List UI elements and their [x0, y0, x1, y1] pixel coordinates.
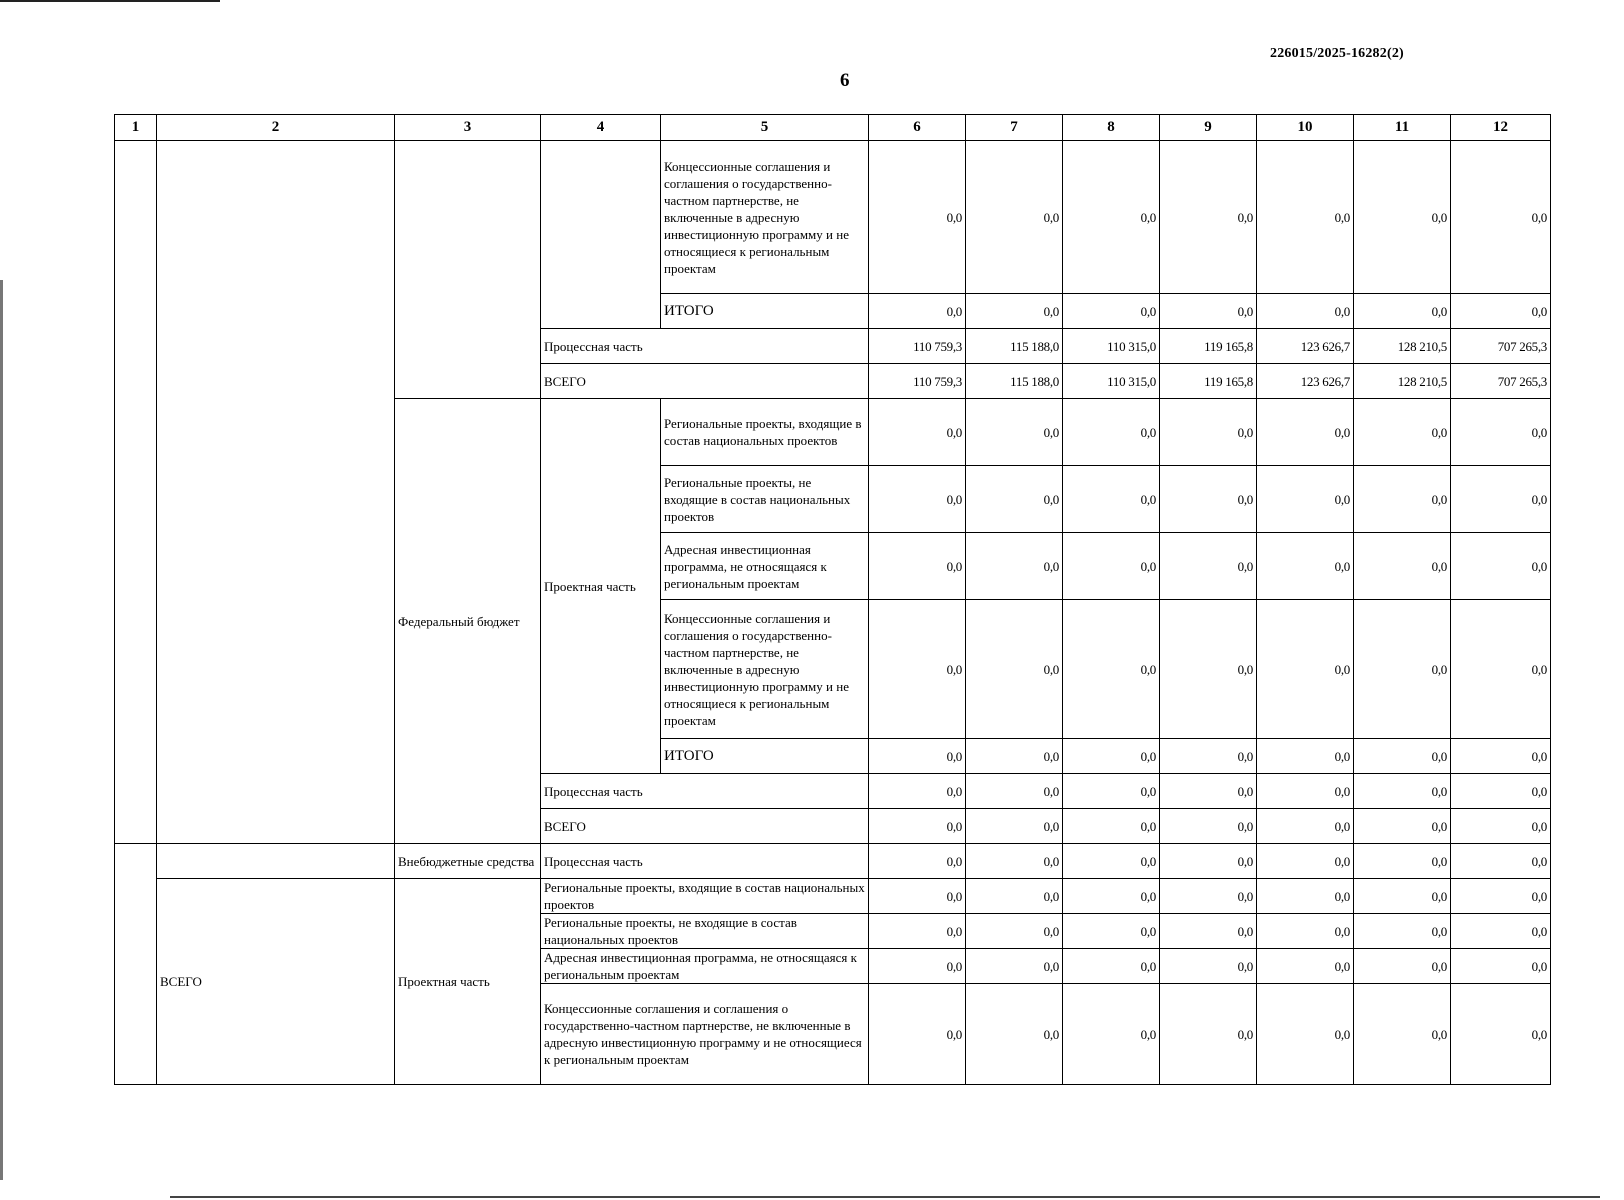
value-cell: 0,0 — [1063, 774, 1160, 809]
value-cell: 0,0 — [1160, 949, 1257, 984]
col3-cell — [395, 141, 541, 399]
col1-cell — [115, 844, 157, 1085]
value-cell: 110 759,3 — [869, 329, 966, 364]
value-cell: 0,0 — [966, 294, 1063, 329]
row-label: Региональные проекты, входящие в состав национальных проектов — [541, 879, 869, 914]
value-cell: 0,0 — [869, 879, 966, 914]
value-cell: 0,0 — [1354, 141, 1451, 294]
total-project-part-label: Проектная часть — [395, 879, 541, 1085]
value-cell: 0,0 — [869, 141, 966, 294]
row-label: ИТОГО — [661, 739, 869, 774]
value-cell: 0,0 — [1354, 600, 1451, 739]
value-cell: 0,0 — [1257, 984, 1354, 1085]
col1-cell — [115, 141, 157, 844]
row-label: Концессионные соглашения и соглашения о государственно-частном партнерстве, не включенные в адресную инвестиционную программу и не относящиеся к региональным проектам — [661, 600, 869, 739]
row-label: Региональные проекты, не входящие в состав национальных проектов — [541, 914, 869, 949]
value-cell: 0,0 — [1257, 141, 1354, 294]
col2-cell — [157, 141, 395, 844]
page-number: 6 — [840, 70, 850, 91]
source-federal-budget: Федеральный бюджет — [395, 399, 541, 844]
value-cell: 0,0 — [1063, 294, 1160, 329]
row-label: Концессионные соглашения и соглашения о государственно-частном партнерстве, не включенные в адресную инвестиционную программу и не относящиеся к региональным проектам — [661, 141, 869, 294]
value-cell: 0,0 — [1451, 466, 1551, 533]
value-cell: 0,0 — [1063, 914, 1160, 949]
value-cell: 0,0 — [1063, 466, 1160, 533]
value-cell: 0,0 — [1063, 809, 1160, 844]
value-cell: 0,0 — [966, 600, 1063, 739]
value-cell: 0,0 — [1257, 294, 1354, 329]
value-cell: 119 165,8 — [1160, 329, 1257, 364]
value-cell: 0,0 — [1354, 294, 1451, 329]
table-row — [115, 844, 1551, 879]
value-cell: 0,0 — [1160, 294, 1257, 329]
value-cell: 0,0 — [1354, 774, 1451, 809]
value-cell: 0,0 — [966, 141, 1063, 294]
value-cell: 0,0 — [1063, 844, 1160, 879]
value-cell: 0,0 — [1257, 466, 1354, 533]
value-cell: 0,0 — [1257, 949, 1354, 984]
value-cell: 0,0 — [966, 739, 1063, 774]
value-cell: 0,0 — [869, 600, 966, 739]
column-number-row — [115, 115, 1551, 141]
value-cell: 119 165,8 — [1160, 364, 1257, 399]
row-label: Процессная часть — [541, 844, 869, 879]
value-cell: 0,0 — [1257, 844, 1354, 879]
column-header: 1 — [115, 115, 157, 141]
col2-cell — [157, 844, 395, 879]
value-cell: 0,0 — [1063, 399, 1160, 466]
scan-edge — [0, 0, 220, 2]
value-cell: 0,0 — [869, 739, 966, 774]
value-cell: 110 759,3 — [869, 364, 966, 399]
value-cell: 0,0 — [966, 844, 1063, 879]
value-cell: 0,0 — [1063, 984, 1160, 1085]
value-cell: 0,0 — [1257, 600, 1354, 739]
value-cell: 0,0 — [1354, 399, 1451, 466]
value-cell: 0,0 — [869, 533, 966, 600]
column-header: 2 — [157, 115, 395, 141]
value-cell: 0,0 — [1354, 844, 1451, 879]
column-header: 9 — [1160, 115, 1257, 141]
value-cell: 0,0 — [1354, 466, 1451, 533]
row-label: Адресная инвестиционная программа, не относящаяся к региональным проектам — [541, 949, 869, 984]
value-cell: 0,0 — [1354, 739, 1451, 774]
project-part-label: Проектная часть — [541, 399, 661, 774]
value-cell: 0,0 — [966, 466, 1063, 533]
table-row — [115, 141, 1551, 294]
value-cell: 0,0 — [869, 809, 966, 844]
value-cell: 0,0 — [1354, 809, 1451, 844]
value-cell: 0,0 — [1160, 879, 1257, 914]
column-header: 8 — [1063, 115, 1160, 141]
value-cell: 0,0 — [1354, 533, 1451, 600]
value-cell: 0,0 — [1451, 879, 1551, 914]
table-row — [115, 879, 1551, 914]
row-label: Адресная инвестиционная программа, не относящаяся к региональным проектам — [661, 533, 869, 600]
value-cell: 0,0 — [1063, 879, 1160, 914]
value-cell: 0,0 — [1160, 774, 1257, 809]
column-header: 6 — [869, 115, 966, 141]
value-cell: 0,0 — [1160, 600, 1257, 739]
value-cell: 0,0 — [1257, 809, 1354, 844]
value-cell: 0,0 — [1257, 879, 1354, 914]
value-cell: 0,0 — [1160, 984, 1257, 1085]
value-cell: 0,0 — [1160, 466, 1257, 533]
value-cell: 0,0 — [1354, 984, 1451, 1085]
value-cell: 0,0 — [1451, 294, 1551, 329]
value-cell: 0,0 — [1160, 533, 1257, 600]
row-label: Региональные проекты, входящие в состав национальных проектов — [661, 399, 869, 466]
value-cell: 0,0 — [966, 809, 1063, 844]
value-cell: 0,0 — [1451, 399, 1551, 466]
value-cell: 0,0 — [869, 844, 966, 879]
budget-table-container — [114, 114, 1551, 1085]
value-cell: 0,0 — [1451, 949, 1551, 984]
value-cell: 123 626,7 — [1257, 364, 1354, 399]
value-cell: 0,0 — [1354, 949, 1451, 984]
value-cell: 0,0 — [1451, 600, 1551, 739]
column-header: 7 — [966, 115, 1063, 141]
value-cell: 115 188,0 — [966, 329, 1063, 364]
column-header: 10 — [1257, 115, 1354, 141]
value-cell: 0,0 — [1257, 739, 1354, 774]
column-header: 5 — [661, 115, 869, 141]
value-cell: 0,0 — [869, 984, 966, 1085]
budget-table — [114, 114, 1551, 1085]
row-label: ВСЕГО — [541, 809, 869, 844]
value-cell: 110 315,0 — [1063, 329, 1160, 364]
value-cell: 0,0 — [966, 533, 1063, 600]
value-cell: 0,0 — [1451, 914, 1551, 949]
value-cell: 0,0 — [1063, 141, 1160, 294]
value-cell: 110 315,0 — [1063, 364, 1160, 399]
scan-edge — [170, 1196, 1600, 1198]
value-cell: 0,0 — [1257, 399, 1354, 466]
value-cell: 123 626,7 — [1257, 329, 1354, 364]
value-cell: 0,0 — [966, 879, 1063, 914]
value-cell: 0,0 — [869, 466, 966, 533]
value-cell: 0,0 — [869, 399, 966, 466]
value-cell: 128 210,5 — [1354, 329, 1451, 364]
source-extrabudget: Внебюджетные средства — [395, 844, 541, 879]
value-cell: 0,0 — [1451, 809, 1551, 844]
value-cell: 0,0 — [966, 774, 1063, 809]
column-header: 4 — [541, 115, 661, 141]
value-cell: 0,0 — [869, 914, 966, 949]
row-label: Концессионные соглашения и соглашения о государственно-частном партнерстве, не включенные в адресную инвестиционную программу и не относящиеся к региональным проектам — [541, 984, 869, 1085]
value-cell: 0,0 — [1257, 774, 1354, 809]
row-label: Процессная часть — [541, 774, 869, 809]
value-cell: 0,0 — [1160, 141, 1257, 294]
value-cell: 0,0 — [966, 914, 1063, 949]
value-cell: 0,0 — [1063, 600, 1160, 739]
value-cell: 0,0 — [1451, 984, 1551, 1085]
value-cell: 0,0 — [1063, 949, 1160, 984]
col4-cell — [541, 141, 661, 329]
value-cell: 0,0 — [1063, 533, 1160, 600]
value-cell: 0,0 — [966, 949, 1063, 984]
value-cell: 0,0 — [966, 984, 1063, 1085]
row-label: ВСЕГО — [541, 364, 869, 399]
value-cell: 0,0 — [1160, 844, 1257, 879]
value-cell: 128 210,5 — [1354, 364, 1451, 399]
row-label: ИТОГО — [661, 294, 869, 329]
value-cell: 0,0 — [1451, 774, 1551, 809]
value-cell: 0,0 — [1160, 739, 1257, 774]
column-header: 12 — [1451, 115, 1551, 141]
total-label: ВСЕГО — [157, 879, 395, 1085]
scan-edge — [0, 280, 3, 1180]
value-cell: 0,0 — [1451, 533, 1551, 600]
value-cell: 0,0 — [1160, 399, 1257, 466]
value-cell: 0,0 — [1451, 844, 1551, 879]
value-cell: 115 188,0 — [966, 364, 1063, 399]
row-label: Процессная часть — [541, 329, 869, 364]
column-header: 11 — [1354, 115, 1451, 141]
value-cell: 0,0 — [869, 294, 966, 329]
value-cell: 0,0 — [1063, 739, 1160, 774]
value-cell: 0,0 — [1451, 141, 1551, 294]
value-cell: 0,0 — [1257, 533, 1354, 600]
value-cell: 0,0 — [966, 399, 1063, 466]
value-cell: 0,0 — [1451, 739, 1551, 774]
value-cell: 0,0 — [1160, 809, 1257, 844]
document-number: 226015/2025-16282(2) — [1270, 46, 1404, 61]
value-cell: 0,0 — [869, 774, 966, 809]
value-cell: 0,0 — [1354, 879, 1451, 914]
column-header: 3 — [395, 115, 541, 141]
value-cell: 0,0 — [1354, 914, 1451, 949]
value-cell: 707 265,3 — [1451, 329, 1551, 364]
value-cell: 0,0 — [1160, 914, 1257, 949]
value-cell: 707 265,3 — [1451, 364, 1551, 399]
value-cell: 0,0 — [1257, 914, 1354, 949]
value-cell: 0,0 — [869, 949, 966, 984]
row-label: Региональные проекты, не входящие в состав национальных проектов — [661, 466, 869, 533]
